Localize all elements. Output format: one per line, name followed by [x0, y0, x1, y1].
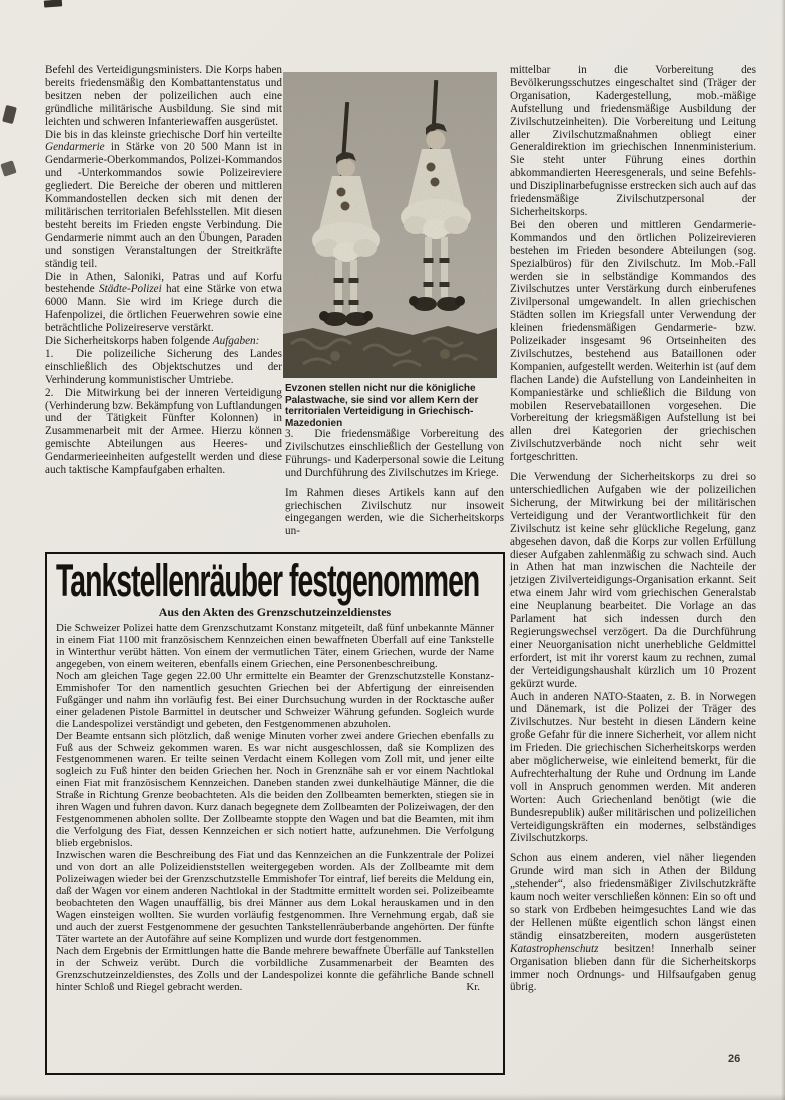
feature-byline: Kr. — [466, 980, 480, 993]
column-right — [510, 64, 756, 994]
page-number: 26 — [728, 1053, 741, 1065]
feature-subhead: Aus den Akten des Grenzschutzeinzeldienstes — [158, 605, 392, 619]
paragraph: Die Schweizer Polizei hatte dem Grenzschutzamt Konstanz mitgeteilt, daß fünf unbekannte Männer in einem Fiat 1100 mit französischem Kennzeichen einen bewaffneten Überfall auf eine Tankstelle in Winterthur verübt hätten. Von einem der vermutlichen Täter, einem Griechen, wurde der Name angegeben, von einem weiteren, ebenfalls einem Griechen, eine Personenbeschreibung. — [56, 622, 494, 670]
page-edge-shadow-right — [781, 0, 785, 1100]
paragraph: 1. Die polizeiliche Sicherung des Landes einschließlich des Objektschutzes und der Verhinderung kommunistischer Umtriebe. — [45, 347, 282, 386]
paragraph: Auch in anderen NATO-Staaten, z. B. in Norwegen und Dänemark, ist die Polizei der Träger des Zivilschutzes. Nur besteht in diesen Ländern keine große Gefahr für die innere Sicherheit, vor allem nicht im Frieden. Die griechischen Sicherheitskorps werden aber möglicherweise, wie einleitend bemerkt, für die Aufrechterhaltung der Ruhe und Ordnung im Lande voll in Anspruch genommen werden. Mit anderen Worten: Auch Griechenland benötigt (wie die Bundesrepublik) außer militärischen und polizeilichen Verteidigungskräften ein modernes, selbständiges Zivilschutzkorps. — [510, 690, 756, 845]
paragraph: 2. Die Mitwirkung bei der inneren Verteidigung (Verhinderung bzw. Bekämpfung von Luftlandungen und der Tätigkeit Fünfter Kolonnen) in Zusammenarbeit mit der Armee. Hierzu können gemischte Abteilungen aus Heeres- und Gendarmerieeinheiten aufgestellt werden und diese auch taktische Kampfaufgaben erhalten. — [45, 386, 282, 477]
paragraph: Die Sicherheitskorps haben folgende Aufgaben: — [45, 335, 260, 348]
paragraph: Die Verwendung der Sicherheitskorps zu drei so unterschiedlichen Aufgaben wie der polizeilichen Sicherung, der Mitwirkung bei der militärischen Verteidigung und der Verantwortlichkeit für den Zivilschutz ist keine sehr glückliche Regelung, ganz abgesehen davon, daß die Korps zur vollen Erfüllung dieser Aufgaben zahlenmäßig zu schwach sind. Auch in Athen hat man inzwischen die Nachteile der jetzigen Zivilverteidigungs-Organisation erkannt. Seit etwa einem Jahr wird vom griechischen Generalstab eine Neuplanung bearbeitet. Die Vorlage an das Parlament hat sich indessen durch den Regierungswechsel verzögert. Da die Durchführung einer Neuorganisation nicht unerhebliche Geldmittel erfordert, ist mit ihr vorerst kaum zu rechnen, zumal der Verteidigungshaushalt kürzlich um 10 Prozent gekürzt wurde. — [510, 471, 756, 690]
scan-mark-top — [44, 0, 62, 8]
feature-body — [56, 623, 494, 994]
feature-headline: Tankstellenräuber festgenommen — [56, 555, 480, 606]
photo-evzones-guards — [283, 72, 497, 378]
paragraph: 3. Die friedensmäßige Vorbereitung des Zivilschutzes einschließlich der Gestellung von Führungs- und Kaderpersonal sowie die Leitung und Durchführung des Zivilschutzes im Kriege. — [285, 428, 504, 479]
paragraph: Der Beamte entsann sich plötzlich, daß wenige Minuten vorher zwei andere Griechen ebenfalls zu Fuß aus der Schweiz gekommen waren. Es war nicht ausgeschlossen, daß sie Komplizen des Festgenommenen waren. Er teilte seinen Verdacht einem Kollegen vom Zoll mit, und jener eilte sogleich zu Fuß hinter den beiden Griechen her. Noch in Grenznähe sah er vor einem Nachtlokal einen Fiat mit französischem Kennzeichen. Daneben standen zwei dunkelhäutige Männer, die die Straße in Richtung Grenze beobachteten. Als die beiden den Zollbeamten bemerkten, stiegen sie in ihren Wagen und fuhren davon. Kurz danach begegnete dem Zollbeamten der Polizeiwagen, der den Festgenommenen abholen sollte. Der Zollbeamte stoppte den Wagen und bat die Beamten, mit ihm die Verfolgung des Fiat, dessen Kennzeichen er sich notiert hatte, aufzunehmen. Die Verfolgung blieb ergebnislos. — [56, 729, 494, 850]
page-edge-shadow-bottom — [0, 1094, 785, 1100]
scan-mark-left-upper — [2, 105, 17, 124]
paragraph: Noch am gleichen Tage gegen 22.00 Uhr ermittelte ein Beamter der Grenzschutzstelle Konstanz-Emmishofer Tor den namentlich gesuchten Griechen bei der Abfertigung der einreisenden Fußgänger und nahm ihn vorläufig fest. Bei einer Durchsuchung wurden in der Rocktasche außer einer geladenen Pistole Barmittel in deutscher und Schweizer Währung gefunden. Sogleich wurde die Landespolizei verständigt und gebeten, den Festgenommenen abzuholen. — [56, 669, 494, 730]
paragraph: Schon aus einem anderen, viel näher liegenden Grunde wird man sich in Athen der Bildung „stehender“, also friedensmäßiger Zivilschutzkräfte kaum noch weiter verschließen können: Ein so oft und so stark von Erdbeben heimgesuchtes Land wie das der Hellenen müßte eigentlich schon längst einen ständig einsatzbereiten, modern ausgerüsteten Katastrophenschutz besitzen! Innerhalb seiner Organisation blieben dann für die Sicherheitskorps immer noch Ordnungs- und Hilfsaufgaben genug übrig. — [510, 852, 756, 994]
paragraph: Inzwischen waren die Beschreibung des Fiat und das Kennzeichen an die Funkzentrale der Polizei und von dort an alle Polizeidienststellen weitergegeben worden. Als der Zollbeamte mit dem Polizeiwagen wieder bei der Grenzschutzstelle Emmishofer Tor eintraf, lief bereits die Meldung ein, daß der Wagen vor einem anderen Nachtlokal in der Stadtmitte ermittelt worden sei. Polizeibeamte beobachteten den Wagen unauffällig, bis drei Männer aus dem Lokal herauskamen und in den Wagen einsteigen wollten. Sie wurden vorläufig festgenommen. Ihre Vernehmung ergab, daß sie und auch der zuerst Festgenommene der gesuchten Tankstellenräuberbande angehörten. Der fünfte Täter wartete an der Autofähre auf seine Komplizen und wurde dort festgenommen. — [56, 849, 494, 945]
photo-caption: Evzonen stellen nicht nur die königliche Palastwache, sie sind vor allem Kern der territorialen Verteidigung in Griechisch-Mazedonien — [285, 383, 479, 429]
feature-box-article — [45, 552, 505, 1075]
paragraph: Die in Athen, Saloniki, Patras und auf Korfu bestehende Städte-Polizei hat eine Stärke von etwa 6000 Mann. Sie wird im Kriege durch die Hafenpolizei, die örtlichen Feuerwehren sowie eine beträchtliche Polizeireserve verstärkt. — [45, 270, 283, 335]
evzones-illustration — [283, 72, 497, 378]
column-left — [45, 64, 282, 477]
paragraph: Befehl des Verteidigungsministers. Die Korps haben bereits friedensmäßig den Kombattantenstatus und besitzen neben der polizeilichen auch eine gründliche militärische Ausbildung. Sie sind mit leichten und schweren Infanteriewaffen ausgerüstet. — [45, 64, 282, 128]
scan-mark-left-lower — [0, 160, 16, 176]
paragraph: Bei den oberen und mittleren Gendarmerie-Kommandos und den örtlichen Polizeirevieren bestehen im Frieden besondere Abteilungen (sog. Spezialbüros) für den Zivilschutz. Im Mob.-Fall werden sie in selbständige Kommandos des Zivilschutzes unter Verstärkung durch einberufenes Zivilpersonal umgewandelt. In allen griechischen Städten sollen im Kriegsfall unter Verwendung der kleinen friedensmäßigen Gendarmerie- bzw. Polizeikader insgesamt 96 Ortseinheiten des Zivilschutzes, bestehend aus Bataillonen oder Kompanien, aufgestellt werden. Weiterhin ist (auf dem flachen Lande) die Aufstellung von Landeinheiten in Kompaniestärke und schließlich die Bildung von mobilen Reservebataillonen vorgesehen. Die Vorbereitung der kriegsmäßigen Aufstellung ist bei allen drei Kategorien der griechischen Zivilschutzverbände noch nicht sehr weit fortgeschritten. — [510, 218, 756, 464]
paragraph: Nach dem Ergebnis der Ermittlungen hatte die Bande mehrere bewaffnete Überfälle auf Tankstellen in der Schweiz verübt. Durch die vorbildliche Zusammenarbeit der Beamten des Grenzschutzeinzeldienstes, des Zolls und der Landespolizei konnte die gefährliche Bande schnell hinter Schloß und Riegel gebracht werden. — [56, 944, 494, 993]
column-middle — [285, 428, 504, 538]
paragraph: Im Rahmen dieses Artikels kann auf den griechischen Zivilschutz nur insoweit eingegangen werden, wie die Sicherheitskorps un- — [285, 486, 504, 538]
paragraph: mittelbar in die Vorbereitung des Bevölkerungsschutzes eingeschaltet sind (Träger der Organisation, Kadergestellung, mob.-mäßige Aufstellung und friedensmäßige Ausbildung der Zivilschutzeinheiten). Die Vorbereitung und Leitung aller Zivilschutzmaßnahmen obliegt einer Generaldirektion im griechischen Innenministerium. Sie steht unter Führung eines dorthin abkommandierten Heeresgenerals, und seine Befehls- und Disziplinarbefugnisse erstrecken sich auch auf das friedensmäßige Zivilschutzpersonal der Sicherheitskorps. — [510, 64, 756, 218]
paragraph: Die bis in das kleinste griechische Dorf hin verteilte Gendarmerie in Stärke von 20 500 Mann ist in Gendarmerie-Oberkommandos, Polizei-Kommandos und -Unterkommandos sowie Polizeireviere gegliedert. Die Bereiche der oberen und mittleren Kommandostellen decken sich mit denen der militärischen territorialen Befehlsstellen. Mit diesen besteht bereits im Frieden engste Verbindung. Die Gendarmerie nimmt auch an den Übungen, Paraden und sonstigen Veranstaltungen der Streitkräfte ständig teil. — [45, 128, 282, 270]
